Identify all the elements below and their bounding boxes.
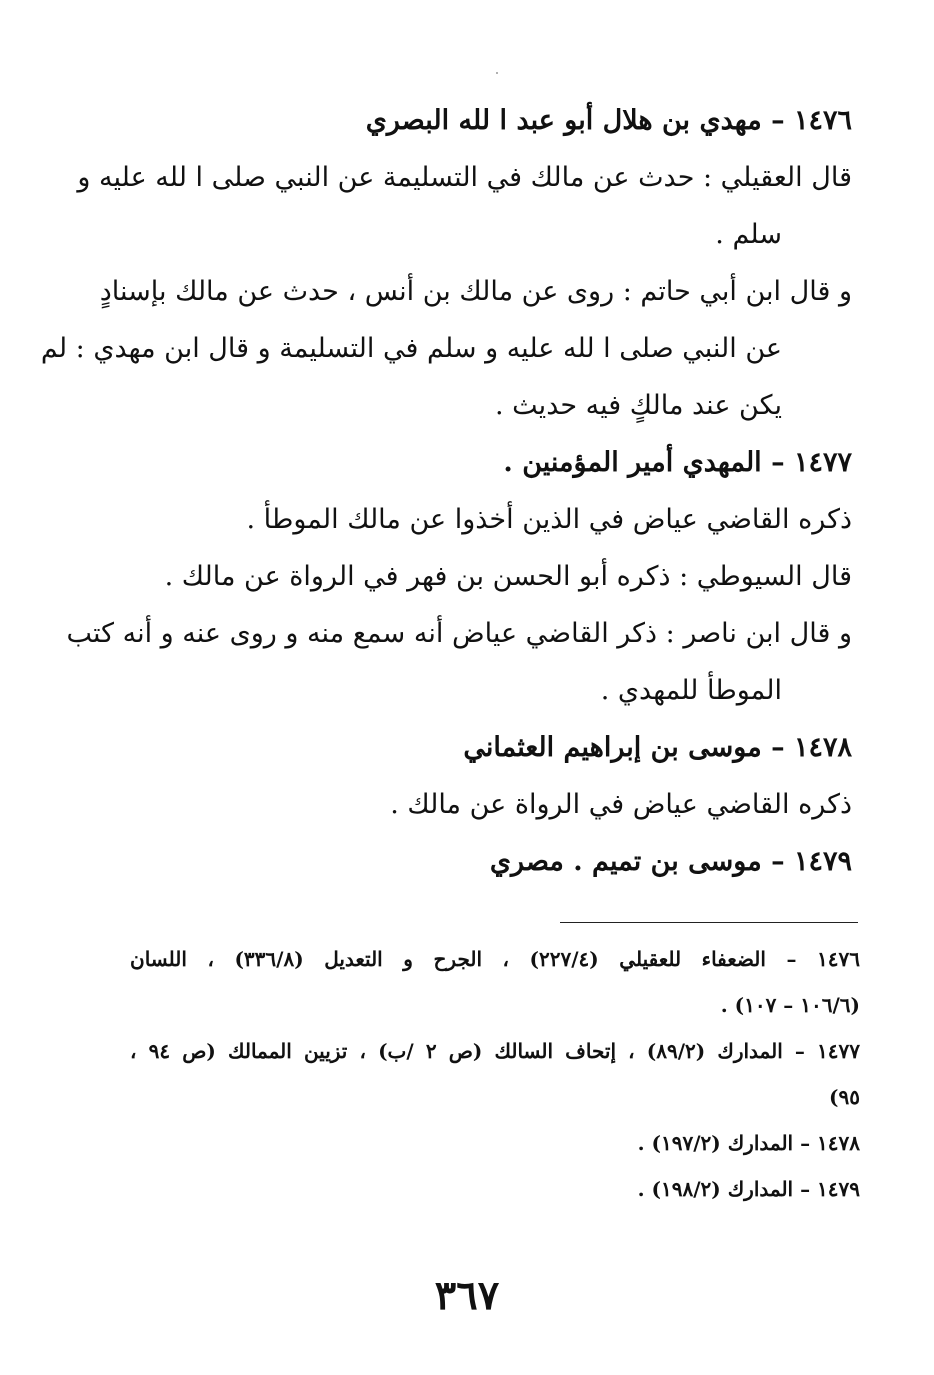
footnote-1477-line-2: ٩٥) bbox=[829, 1085, 860, 1109]
entry-1476-line-5: يكن عند مالكٍ فيه حديث . bbox=[495, 390, 782, 421]
entry-1477-line-1: ذكره القاضي عياض في الذين أخذوا عن مالك الموطأ . bbox=[246, 504, 852, 535]
entry-1478-line-1: ذكره القاضي عياض في الرواة عن مالك . bbox=[390, 789, 852, 820]
entry-1477-line-2: قال السيوطي : ذكره أبو الحسن بن فهر في الرواة عن مالك . bbox=[164, 561, 852, 592]
scan-speck bbox=[496, 72, 498, 74]
footnote-1476-line-2: (١٠٦/٦ – ١٠٧) . bbox=[720, 993, 860, 1017]
entry-1476-line-3: و قال ابن أبي حاتم : روى عن مالك بن أنس ، حدث عن مالك بإسنادٍ bbox=[99, 276, 852, 307]
entry-1476-heading: ١٤٧٦ – مهدي بن هلال أبو عبد ا لله البصري bbox=[365, 105, 852, 136]
entry-1477-line-4: الموطأ للمهدي . bbox=[600, 675, 782, 706]
entry-1477-heading: ١٤٧٧ – المهدي أمير المؤمنين . bbox=[503, 447, 852, 478]
footnote-1476-line-1: ١٤٧٦ – الضعفاء للعقيلي (٢٢٧/٤) ، الجرح و التعديل (٣٣٦/٨) ، اللسان bbox=[130, 947, 860, 971]
footnote-1478: ١٤٧٨ – المدارك (١٩٧/٢) . bbox=[637, 1131, 860, 1155]
entry-1476-line-2: سلم . bbox=[715, 219, 782, 250]
footnote-divider bbox=[560, 922, 858, 923]
page-number: ٣٦٧ bbox=[434, 1272, 500, 1319]
entry-1479-heading: ١٤٧٩ – موسى بن تميم . مصري bbox=[489, 846, 852, 877]
entry-1478-heading: ١٤٧٨ – موسى بن إبراهيم العثماني bbox=[463, 732, 852, 763]
entry-1477-line-3: و قال ابن ناصر : ذكر القاضي عياض أنه سمع منه و روى عنه و أنه كتب bbox=[66, 618, 852, 649]
footnotes bbox=[130, 936, 860, 1212]
footnote-1479: ١٤٧٩ – المدارك (١٩٨/٢) . bbox=[637, 1177, 860, 1201]
main-text bbox=[40, 92, 852, 890]
footnote-1477-line-1: ١٤٧٧ – المدارك (٨٩/٢) ، إتحاف السالك (ص ٢ /ب) ، تزيين الممالك (ص ٩٤ ، bbox=[130, 1039, 860, 1063]
entry-1476-line-4: عن النبي صلى ا لله عليه و سلم في التسليمة و قال ابن مهدي : لم bbox=[40, 333, 782, 364]
entry-1476-line-1: قال العقيلي : حدث عن مالك في التسليمة عن النبي صلى ا لله عليه و bbox=[77, 162, 852, 193]
